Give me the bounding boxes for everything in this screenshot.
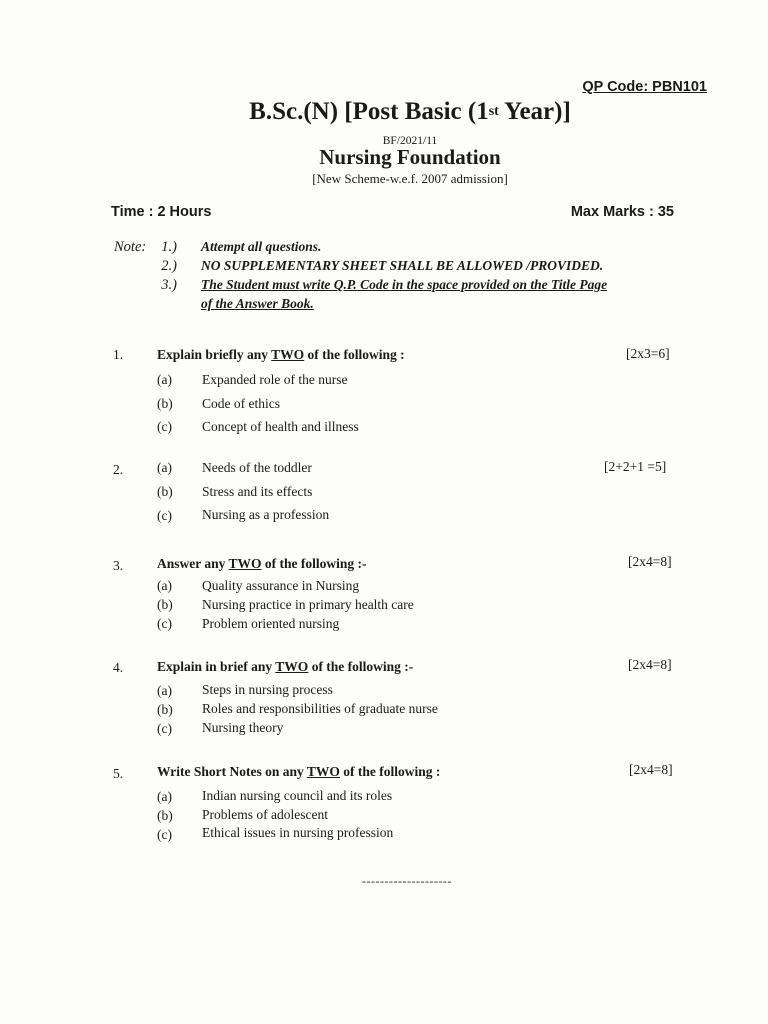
end-of-paper-marker: -------------------- xyxy=(362,874,452,888)
question-heading-emphasis: TWO xyxy=(228,556,262,571)
question-heading-emphasis: TWO xyxy=(306,764,340,779)
note-number: 1.) xyxy=(161,239,177,255)
question-heading-text: of the following :- xyxy=(308,659,414,674)
subquestion-text: Code of ethics xyxy=(202,396,280,411)
subquestion-text: Needs of the toddler xyxy=(202,460,312,475)
note-number: 3.) xyxy=(161,277,177,293)
subquestion-letter: (c) xyxy=(157,827,172,842)
question-marks: [2x4=8] xyxy=(628,554,672,569)
subquestion-letter: (a) xyxy=(157,789,172,804)
question-heading xyxy=(157,659,413,675)
degree-title-main: B.Sc.(N) [Post Basic (1 xyxy=(249,98,489,125)
question-marks: [2x3=6] xyxy=(626,346,670,361)
degree-title-end: Year)] xyxy=(498,98,571,125)
subquestion-text: Concept of health and illness xyxy=(202,419,359,434)
note-text-continued: of the Answer Book. xyxy=(201,296,314,311)
subquestion-text: Quality assurance in Nursing xyxy=(202,578,360,593)
question-number: 4. xyxy=(113,660,124,675)
question-heading xyxy=(157,347,405,363)
subquestion-letter: (a) xyxy=(157,578,172,593)
subquestion-letter: (a) xyxy=(157,372,172,387)
subquestion-letter: (c) xyxy=(157,508,172,523)
subquestion-text: Nursing theory xyxy=(202,720,284,735)
question-heading-emphasis: TWO xyxy=(275,659,309,674)
question-number: 3. xyxy=(113,558,124,573)
batch-code: BF/2021/11 xyxy=(382,135,438,147)
subquestion-text: Nursing practice in primary health care xyxy=(202,597,414,612)
question-heading-text: Explain briefly any xyxy=(157,347,272,362)
subquestion-text: Roles and responsibilities of graduate nurse xyxy=(202,701,438,716)
subquestion-text: Problem oriented nursing xyxy=(202,616,340,631)
note-number: 2.) xyxy=(161,258,177,274)
subquestion-letter: (b) xyxy=(157,484,173,499)
subquestion-text: Problems of adolescent xyxy=(202,807,328,822)
question-heading xyxy=(157,556,367,572)
degree-title-superscript: st xyxy=(488,104,499,119)
subquestion-text: Stress and its effects xyxy=(202,484,313,499)
subquestion-letter: (b) xyxy=(157,702,173,717)
subquestion-text: Indian nursing council and its roles xyxy=(202,788,393,803)
subquestion-letter: (c) xyxy=(157,419,172,434)
scheme-line: [New Scheme-w.e.f. 2007 admission] xyxy=(312,171,508,186)
subquestion-letter: (c) xyxy=(157,721,172,736)
degree-title xyxy=(0,98,768,126)
question-heading-text: Answer any xyxy=(157,556,229,571)
time-allowed: Time : 2 Hours xyxy=(111,204,212,220)
question-marks: [2x4=8] xyxy=(629,762,673,777)
question-heading-text: of the following :- xyxy=(261,556,367,571)
subquestion-letter: (b) xyxy=(157,808,173,823)
note-text: Attempt all questions. xyxy=(201,239,322,254)
subquestion-letter: (a) xyxy=(157,460,172,475)
note-text: NO SUPPLEMENTARY SHEET SHALL BE ALLOWED /PROVIDED. xyxy=(201,258,604,273)
subquestion-text: Expanded role of the nurse xyxy=(202,372,348,387)
subquestion-text: Steps in nursing process xyxy=(202,682,333,697)
question-number: 2. xyxy=(113,462,124,477)
note-text: The Student must write Q.P. Code in the space provided on the Title Page xyxy=(201,277,608,292)
subquestion-letter: (b) xyxy=(157,396,173,411)
question-heading-emphasis: TWO xyxy=(271,347,305,362)
question-heading xyxy=(157,764,440,780)
note-label: Note: xyxy=(114,239,147,255)
qp-code: QP Code: PBN101 xyxy=(582,79,707,95)
question-heading-text: of the following : xyxy=(339,764,441,779)
subquestion-text: Nursing as a profession xyxy=(202,507,330,522)
subquestion-letter: (c) xyxy=(157,616,172,631)
question-number: 5. xyxy=(113,766,124,781)
question-marks: [2+2+1 =5] xyxy=(604,459,667,474)
question-number: 1. xyxy=(113,347,124,362)
question-heading-text: Write Short Notes on any xyxy=(157,764,307,779)
subject-title: Nursing Foundation xyxy=(319,145,501,169)
subquestion-text: Ethical issues in nursing profession xyxy=(202,825,394,840)
max-marks: Max Marks : 35 xyxy=(570,204,674,220)
question-marks: [2x4=8] xyxy=(628,657,672,672)
subquestion-letter: (a) xyxy=(157,683,172,698)
question-heading-text: Explain in brief any xyxy=(157,659,276,674)
subquestion-letter: (b) xyxy=(157,597,173,612)
question-heading-text: of the following : xyxy=(304,347,405,362)
